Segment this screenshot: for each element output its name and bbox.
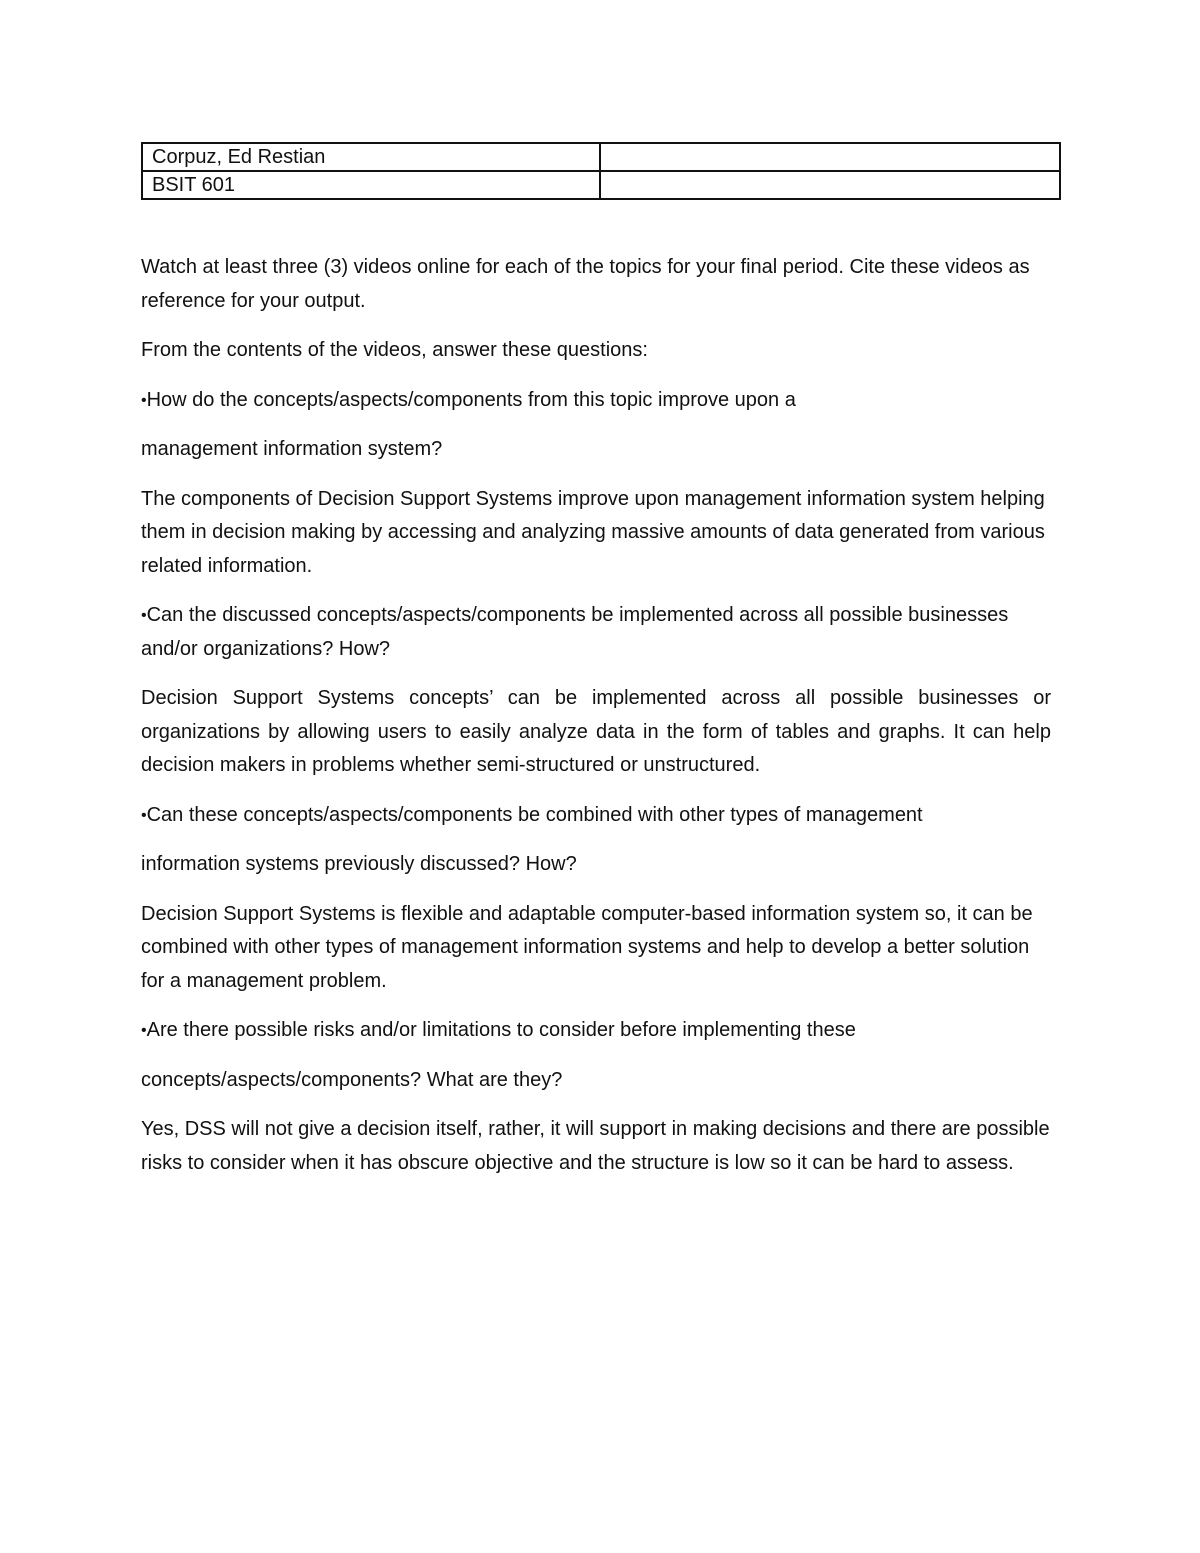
question-4 xyxy=(141,1014,1051,1048)
section-cell: BSIT 601 xyxy=(142,171,600,199)
table-row xyxy=(142,143,1060,171)
empty-cell xyxy=(600,143,1060,171)
bullet-icon: • xyxy=(141,391,147,409)
table-row xyxy=(142,171,1060,199)
question-3 xyxy=(141,799,1051,833)
answer-1: The components of Decision Support Systems improve upon management information system helping them in decision making by accessing and analyzing massive amounts of data generated from various related information. xyxy=(141,487,1045,577)
answer-3: Decision Support Systems is flexible and adaptable computer-based information system so, it can be combined with other types of management information systems and help to develop a better solution for a management problem. xyxy=(141,902,1033,992)
empty-cell xyxy=(600,171,1060,199)
bullet-icon: • xyxy=(141,806,147,824)
question-1-continued: management information system? xyxy=(141,438,443,460)
answer-2: Decision Support Systems concepts’ can be implemented across all possible businesses or organizations by allowing users to easily analyze data in the form of tables and graphs. It can help decision makers in problems whether semi-structured or unstructured. xyxy=(141,687,1051,776)
question-text: Can these concepts/aspects/components be combined with other types of management xyxy=(146,803,923,826)
student-info-table xyxy=(141,142,1061,200)
student-name-cell: Corpuz, Ed Restian xyxy=(142,143,600,171)
instruction-paragraph: Watch at least three (3) videos online for each of the topics for your final period. Cite these videos as reference for your output. xyxy=(141,256,1030,312)
question-4-continued: concepts/aspects/components? What are they? xyxy=(141,1068,563,1091)
prompt-paragraph: From the contents of the videos, answer these questions: xyxy=(141,339,648,361)
document-body xyxy=(141,251,1051,1196)
question-3-continued: information systems previously discussed? How? xyxy=(141,853,577,875)
question-text: Are there possible risks and/or limitations to consider before implementing these xyxy=(146,1019,856,1041)
question-text: Can the discussed concepts/aspects/components be implemented across all possible businesses and/or organizations? How? xyxy=(141,604,1009,660)
bullet-icon: • xyxy=(141,1022,147,1039)
answer-4: Yes, DSS will not give a decision itself, rather, it will support in making decisions and there are possible risks to consider when it has obscure objective and the structure is low so it can be hard to assess. xyxy=(141,1118,1050,1174)
question-text: How do the concepts/aspects/components from this topic improve upon a xyxy=(146,388,796,411)
bullet-icon: • xyxy=(141,607,147,624)
question-1 xyxy=(141,384,1051,418)
question-2 xyxy=(141,599,1051,666)
